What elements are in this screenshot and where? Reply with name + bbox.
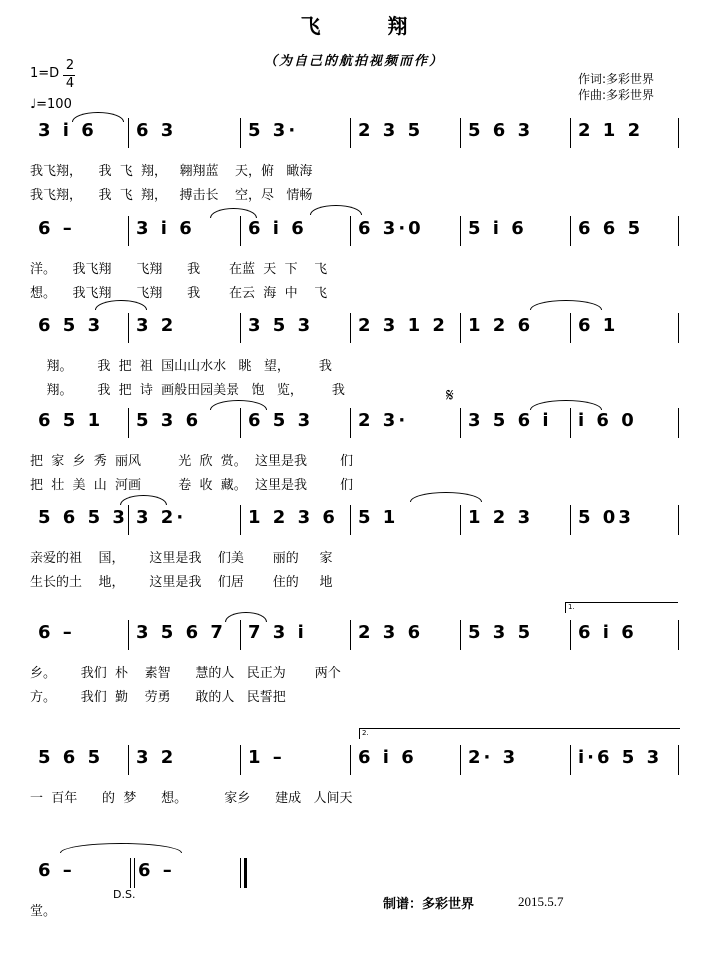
segno-sign: 𝄋: [446, 385, 454, 406]
bar-line: [240, 620, 241, 650]
measure-notes: 5 6 5: [38, 747, 104, 768]
measure-notes: 7 3 i: [248, 622, 307, 643]
lyric-line-1: 乡。 我们 朴 素智 慧的人 民正为 两个: [30, 666, 341, 681]
bar-line: [128, 118, 129, 148]
bar-line: [350, 620, 351, 650]
bar-line: [350, 313, 351, 343]
measure-notes: 1 2 3: [468, 507, 534, 528]
slur: [225, 612, 267, 622]
notes-line: [30, 216, 680, 246]
volta-2-label: 2.: [362, 729, 369, 737]
lyric-line-2: 想。 我飞翔 飞翔 我 在云 海 中 飞: [30, 286, 328, 301]
measure-notes: 1 2 6: [468, 315, 534, 336]
measure-notes: 3 2·: [136, 507, 187, 528]
bar-line: [240, 505, 241, 535]
lyricist-credit: 作词:多彩世界: [578, 72, 655, 86]
measure-notes: 5 3 6: [136, 410, 202, 431]
lyric-line-1: 一 百年 的 梦 想。 家乡 建成 人间天: [30, 791, 353, 806]
time-signature-top: 2: [65, 58, 75, 73]
tempo-mark: ♩=100: [30, 97, 72, 112]
measure-notes: 3 5 6 i: [468, 410, 552, 431]
measure-notes: 6 –: [38, 622, 75, 643]
bar-line: [570, 408, 571, 438]
measure-notes: 5 3·: [248, 120, 299, 141]
bar-line: [678, 745, 679, 775]
bar-line: [128, 745, 129, 775]
measure-notes: i·6 5 3: [578, 747, 663, 768]
measure-notes: 6 i 6: [248, 218, 307, 239]
measure-notes: 3 2: [136, 315, 177, 336]
lyric-line-2: 方。 我们 勤 劳勇 敢的人 民誓把: [30, 690, 286, 705]
notes-line: [30, 313, 680, 343]
bar-line: [460, 620, 461, 650]
bar-line: [128, 408, 129, 438]
volta-1-label: 1.: [568, 603, 575, 611]
footer-label: 制谱：多彩世界: [383, 897, 475, 912]
bar-line: [570, 216, 571, 246]
bar-line: [350, 118, 351, 148]
bar-line: [240, 118, 241, 148]
song-title: 飞 翔: [300, 14, 438, 38]
slur: [210, 400, 267, 410]
slur: [530, 300, 602, 310]
bar-line: [460, 118, 461, 148]
measure-notes: 6 5 3: [248, 410, 314, 431]
subtitle: （为自己的航拍视频而作）: [263, 54, 444, 69]
slur: [120, 495, 167, 505]
bar-line: [460, 408, 461, 438]
slur: [210, 208, 257, 218]
slur: [410, 492, 482, 502]
slur: [72, 112, 124, 122]
bar-line: [460, 505, 461, 535]
measure-notes: 6 6 5: [578, 218, 644, 239]
double-bar-line: [244, 858, 247, 888]
footer-date: 2015.5.7: [518, 894, 564, 909]
lyric-line-2: 生长的土 地， 这里是我 们居 住的 地: [30, 575, 333, 590]
notes-line: [30, 505, 680, 535]
bar-line: [678, 408, 679, 438]
measure-notes: 6 i 6: [358, 747, 417, 768]
measure-notes: 3 5 6 7: [136, 622, 226, 643]
double-bar-line: [134, 858, 135, 888]
bar-line: [678, 118, 679, 148]
lyric-line-1: 亲爱的祖 国， 这里是我 们美 丽的 家: [30, 551, 333, 566]
lyric-line-1: 翔。 我 把 祖 国山山水水 眺 望， 我: [30, 359, 332, 374]
bar-line: [460, 313, 461, 343]
bar-line: [240, 313, 241, 343]
measure-notes: 5 i 6: [468, 218, 527, 239]
bar-line: [128, 313, 129, 343]
notes-line: [30, 408, 680, 438]
volta-1-bracket: [565, 602, 678, 613]
measure-notes: 5 6 5 3: [38, 507, 128, 528]
slur: [60, 843, 182, 853]
measure-notes: 6 –: [38, 218, 75, 239]
bar-line: [570, 620, 571, 650]
slur: [530, 400, 602, 410]
measure-notes: 3 i 6: [38, 120, 97, 141]
notes-line: [30, 620, 680, 650]
bar-line: [350, 505, 351, 535]
bar-line: [678, 620, 679, 650]
slur: [95, 300, 147, 310]
bar-line: [240, 216, 241, 246]
measure-notes: 6 i 6: [578, 622, 637, 643]
measure-notes: 2 3·: [358, 410, 409, 431]
measure-notes: 6 –: [38, 860, 75, 881]
measure-notes: 2 3 5: [358, 120, 424, 141]
notes-line: [30, 118, 680, 148]
measure-notes: 5 3 5: [468, 622, 534, 643]
bar-line: [678, 313, 679, 343]
lyric-line-2: 把 壮 美 山 河画 卷 收 藏。 这里是我 们: [30, 478, 354, 493]
bar-line: [350, 745, 351, 775]
measure-notes: 6 3·0: [358, 218, 424, 239]
measure-notes: 2· 3: [468, 747, 519, 768]
bar-line: [240, 408, 241, 438]
measure-notes: 2 1 2: [578, 120, 644, 141]
lyric-line-1: 洋。 我飞翔 飞翔 我 在蓝 天 下 飞: [30, 262, 328, 277]
measure-notes: 6 –: [138, 860, 175, 881]
bar-line: [240, 858, 241, 888]
lyric-line-2: 我飞翔， 我 飞 翔， 搏击长 空，尽 情畅: [30, 188, 313, 203]
lyric-line-1: 我飞翔， 我 飞 翔， 翱翔蓝 天，俯 瞰海: [30, 164, 313, 179]
bar-line: [570, 745, 571, 775]
slur: [310, 205, 362, 215]
measure-notes: 1 –: [248, 747, 285, 768]
ds-mark: D.S.: [113, 888, 136, 901]
notes-line: [30, 858, 680, 888]
lyric-line-1: 把 家 乡 秀 丽风 光 欣 赏。 这里是我 们: [30, 454, 354, 469]
measure-notes: 3 2: [136, 747, 177, 768]
lyric-line-2: 翔。 我 把 诗 画般田园美景 饱 览， 我: [30, 383, 345, 398]
measure-notes: 6 3: [136, 120, 177, 141]
time-signature-bottom: 4: [65, 76, 75, 91]
measure-notes: 5 03: [578, 507, 634, 528]
measure-notes: 2 3 6: [358, 622, 424, 643]
measure-notes: 5 6 3: [468, 120, 534, 141]
bar-line: [460, 216, 461, 246]
bar-line: [570, 505, 571, 535]
bar-line: [240, 745, 241, 775]
key-signature: 1=D: [30, 66, 60, 81]
bar-line: [460, 745, 461, 775]
bar-line: [128, 505, 129, 535]
notes-line: [30, 745, 680, 775]
measure-notes: 6 5 1: [38, 410, 104, 431]
volta-2-bracket: [359, 728, 680, 739]
measure-notes: 6 1: [578, 315, 619, 336]
bar-line: [130, 858, 131, 888]
bar-line: [128, 216, 129, 246]
bar-line: [678, 505, 679, 535]
bar-line: [570, 313, 571, 343]
bar-line: [128, 620, 129, 650]
composer-credit: 作曲:多彩世界: [578, 88, 655, 102]
bar-line: [350, 216, 351, 246]
measure-notes: 6 5 3: [38, 315, 104, 336]
measure-notes: 3 i 6: [136, 218, 195, 239]
bar-line: [678, 216, 679, 246]
bar-line: [570, 118, 571, 148]
measure-notes: 2 3 1 2: [358, 315, 448, 336]
measure-notes: 5 1: [358, 507, 399, 528]
bar-line: [350, 408, 351, 438]
lyric-line-1: 堂。: [30, 904, 57, 919]
measure-notes: 3 5 3: [248, 315, 314, 336]
measure-notes: i 6 0: [578, 410, 637, 431]
measure-notes: 1 2 3 6: [248, 507, 338, 528]
